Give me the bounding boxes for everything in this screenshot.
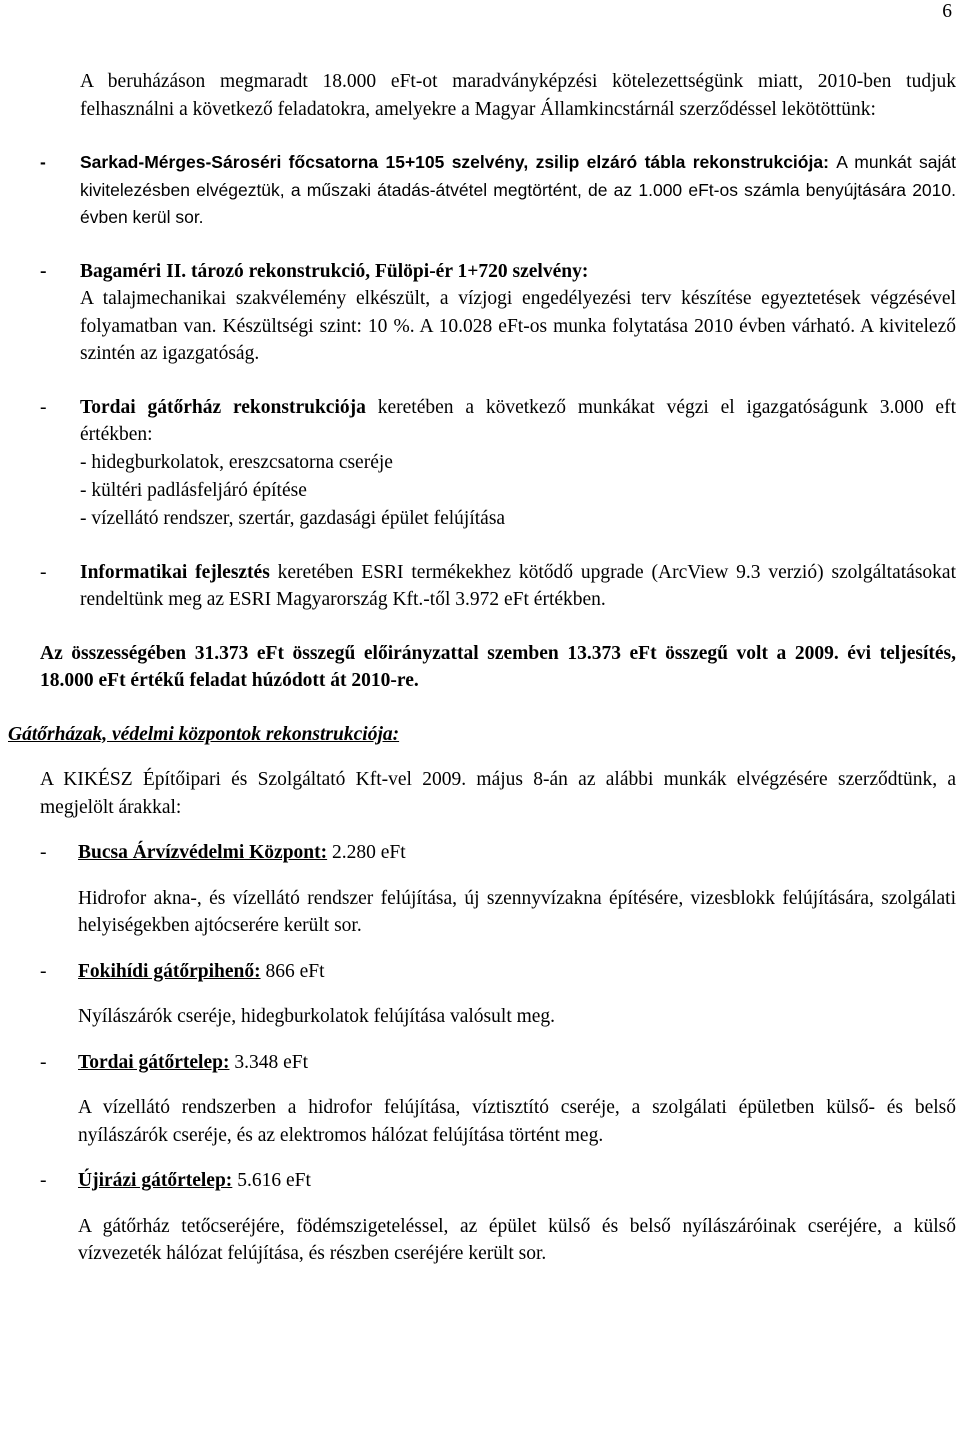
list-dash: - — [40, 960, 47, 982]
list-dash: - — [40, 561, 47, 583]
project-tordai-gatortelep — [40, 1049, 956, 1077]
tordai-gh-sub-2: - kültéri padlásfeljáró építése — [80, 479, 307, 501]
intro-paragraph — [80, 68, 956, 123]
informatika-text: keretében ESRI termékekhez kötődő upgrade (ArcView 9.3 verzió) szolgáltatásokat rendeltünk meg az ESRI Magyarország Kft.-től 3.972 eFt értékben. — [80, 561, 956, 610]
project-name: Fokihídi gátőrpihenő: — [78, 960, 261, 982]
tordai-gh-sub-1: - hidegburkolatok, ereszcsatorna cseréje — [80, 451, 393, 473]
project-name: Újirázi gátőrtelep: — [78, 1170, 233, 1191]
list-dash: - — [40, 1051, 47, 1073]
intro-text: A beruházáson megmaradt 18.000 eFt-ot maradványképzési kötelezettségünk miatt, 2010-ben tudjuk felhasználni a következő feladatokra, amelyekre a Magyar Államkincstárnál szerződéssel lekötöttünk: — [80, 71, 956, 120]
sarkad-title: Sarkad-Mérges-Sároséri főcsatorna 15+105 szelvény, zsilip elzáró tábla rekonstrukciója: — [80, 152, 829, 172]
bagameri-title: Bagaméri II. tározó rekonstrukció, Fülöpi-ér 1+720 szelvény: — [80, 260, 589, 282]
kikesz-paragraph: A KIKÉSZ Építőipari és Szolgáltató Kft-vel 2009. május 8-án az alábbi munkák elvégzésére szerződtünk, a megjelölt árakkal: — [40, 769, 956, 818]
list-item-tordai-gatorhaz — [40, 394, 956, 449]
list-item-bagameri — [40, 258, 956, 368]
list-dash: - — [40, 152, 46, 172]
project-description: Hidrofor akna-, és vízellátó rendszer felújítása, új szennyvízakna építésére, vizesblokk felújítására, szolgálati helyiségekben ajtócserére került sor. — [78, 887, 956, 936]
page-content — [8, 68, 956, 1268]
project-amount: 866 eFt — [260, 960, 325, 982]
tordai-gh-sub-3: - vízellátó rendszer, szertár, gazdasági épület felújítása — [80, 507, 506, 529]
informatika-title: Informatikai fejlesztés — [80, 561, 270, 583]
bagameri-body: A talajmechanikai szakvélemény elkészült, a vízjogi engedélyezési terv készítése egyeztetések végzésével folyamatban van. Készültségi szint: 10 %. A 10.028 eFt-os munka folytatása 2010 évben várható. A kivitelező szintén az igazgatóság. — [80, 288, 956, 364]
section-heading: Gátőrházak, védelmi központok rekonstrukciója: — [8, 723, 400, 745]
project-description: Nyílászárók cseréje, hidegburkolatok felújítása valósult meg. — [78, 1006, 556, 1027]
project-description: A gátőrház tetőcseréjére, födémszigeteléssel, az épület külső és belső nyílászáróinak cseréjére, a külső vízvezeték hálózat felújítása, és részben cseréjére került sor. — [78, 1215, 956, 1264]
list-dash: - — [40, 842, 47, 863]
list-item-sarkad — [40, 149, 956, 232]
project-amount: 2.280 eFt — [327, 842, 406, 863]
project-bucsa — [40, 839, 956, 867]
project-name: Tordai gátőrtelep: — [78, 1051, 230, 1073]
project-name: Bucsa Árvízvédelmi Központ: — [78, 842, 328, 863]
tordai-gh-title: Tordai gátőrház rekonstrukciója — [80, 396, 366, 418]
list-item-informatika — [40, 559, 956, 614]
summary-paragraph: Az összességében 31.373 eFt összegű előirányzattal szemben 13.373 eFt összegű volt a 2009. évi teljesítés, 18.000 eFt értékű feladat húzódott át 2010-re. — [40, 642, 956, 691]
sarkad-body: A munkát saját kivitelezésben elvégeztük, a műszaki átadás-átvétel megtörtént, de az 1.000 eFt-os számla benyújtására 2010. évben kerül sor. — [80, 152, 956, 227]
list-dash: - — [40, 396, 47, 418]
project-fokihidi — [40, 958, 956, 986]
project-ujirazi — [40, 1167, 956, 1195]
project-amount: 5.616 eFt — [232, 1170, 311, 1191]
page-number: 6 — [942, 1, 952, 22]
tordai-gh-text: keretében a következő munkákat végzi el igazgatóságunk 3.000 eft értékben: — [80, 396, 956, 445]
project-amount: 3.348 eFt — [229, 1051, 309, 1073]
project-description: A vízellátó rendszerben a hidrofor felújítása, víztisztító cseréje, a szolgálati épületben külső- és belső nyílászárók cseréje, és az elektromos hálózat felújítása történt meg. — [78, 1097, 956, 1146]
list-dash: - — [40, 260, 47, 282]
list-dash: - — [40, 1170, 47, 1191]
